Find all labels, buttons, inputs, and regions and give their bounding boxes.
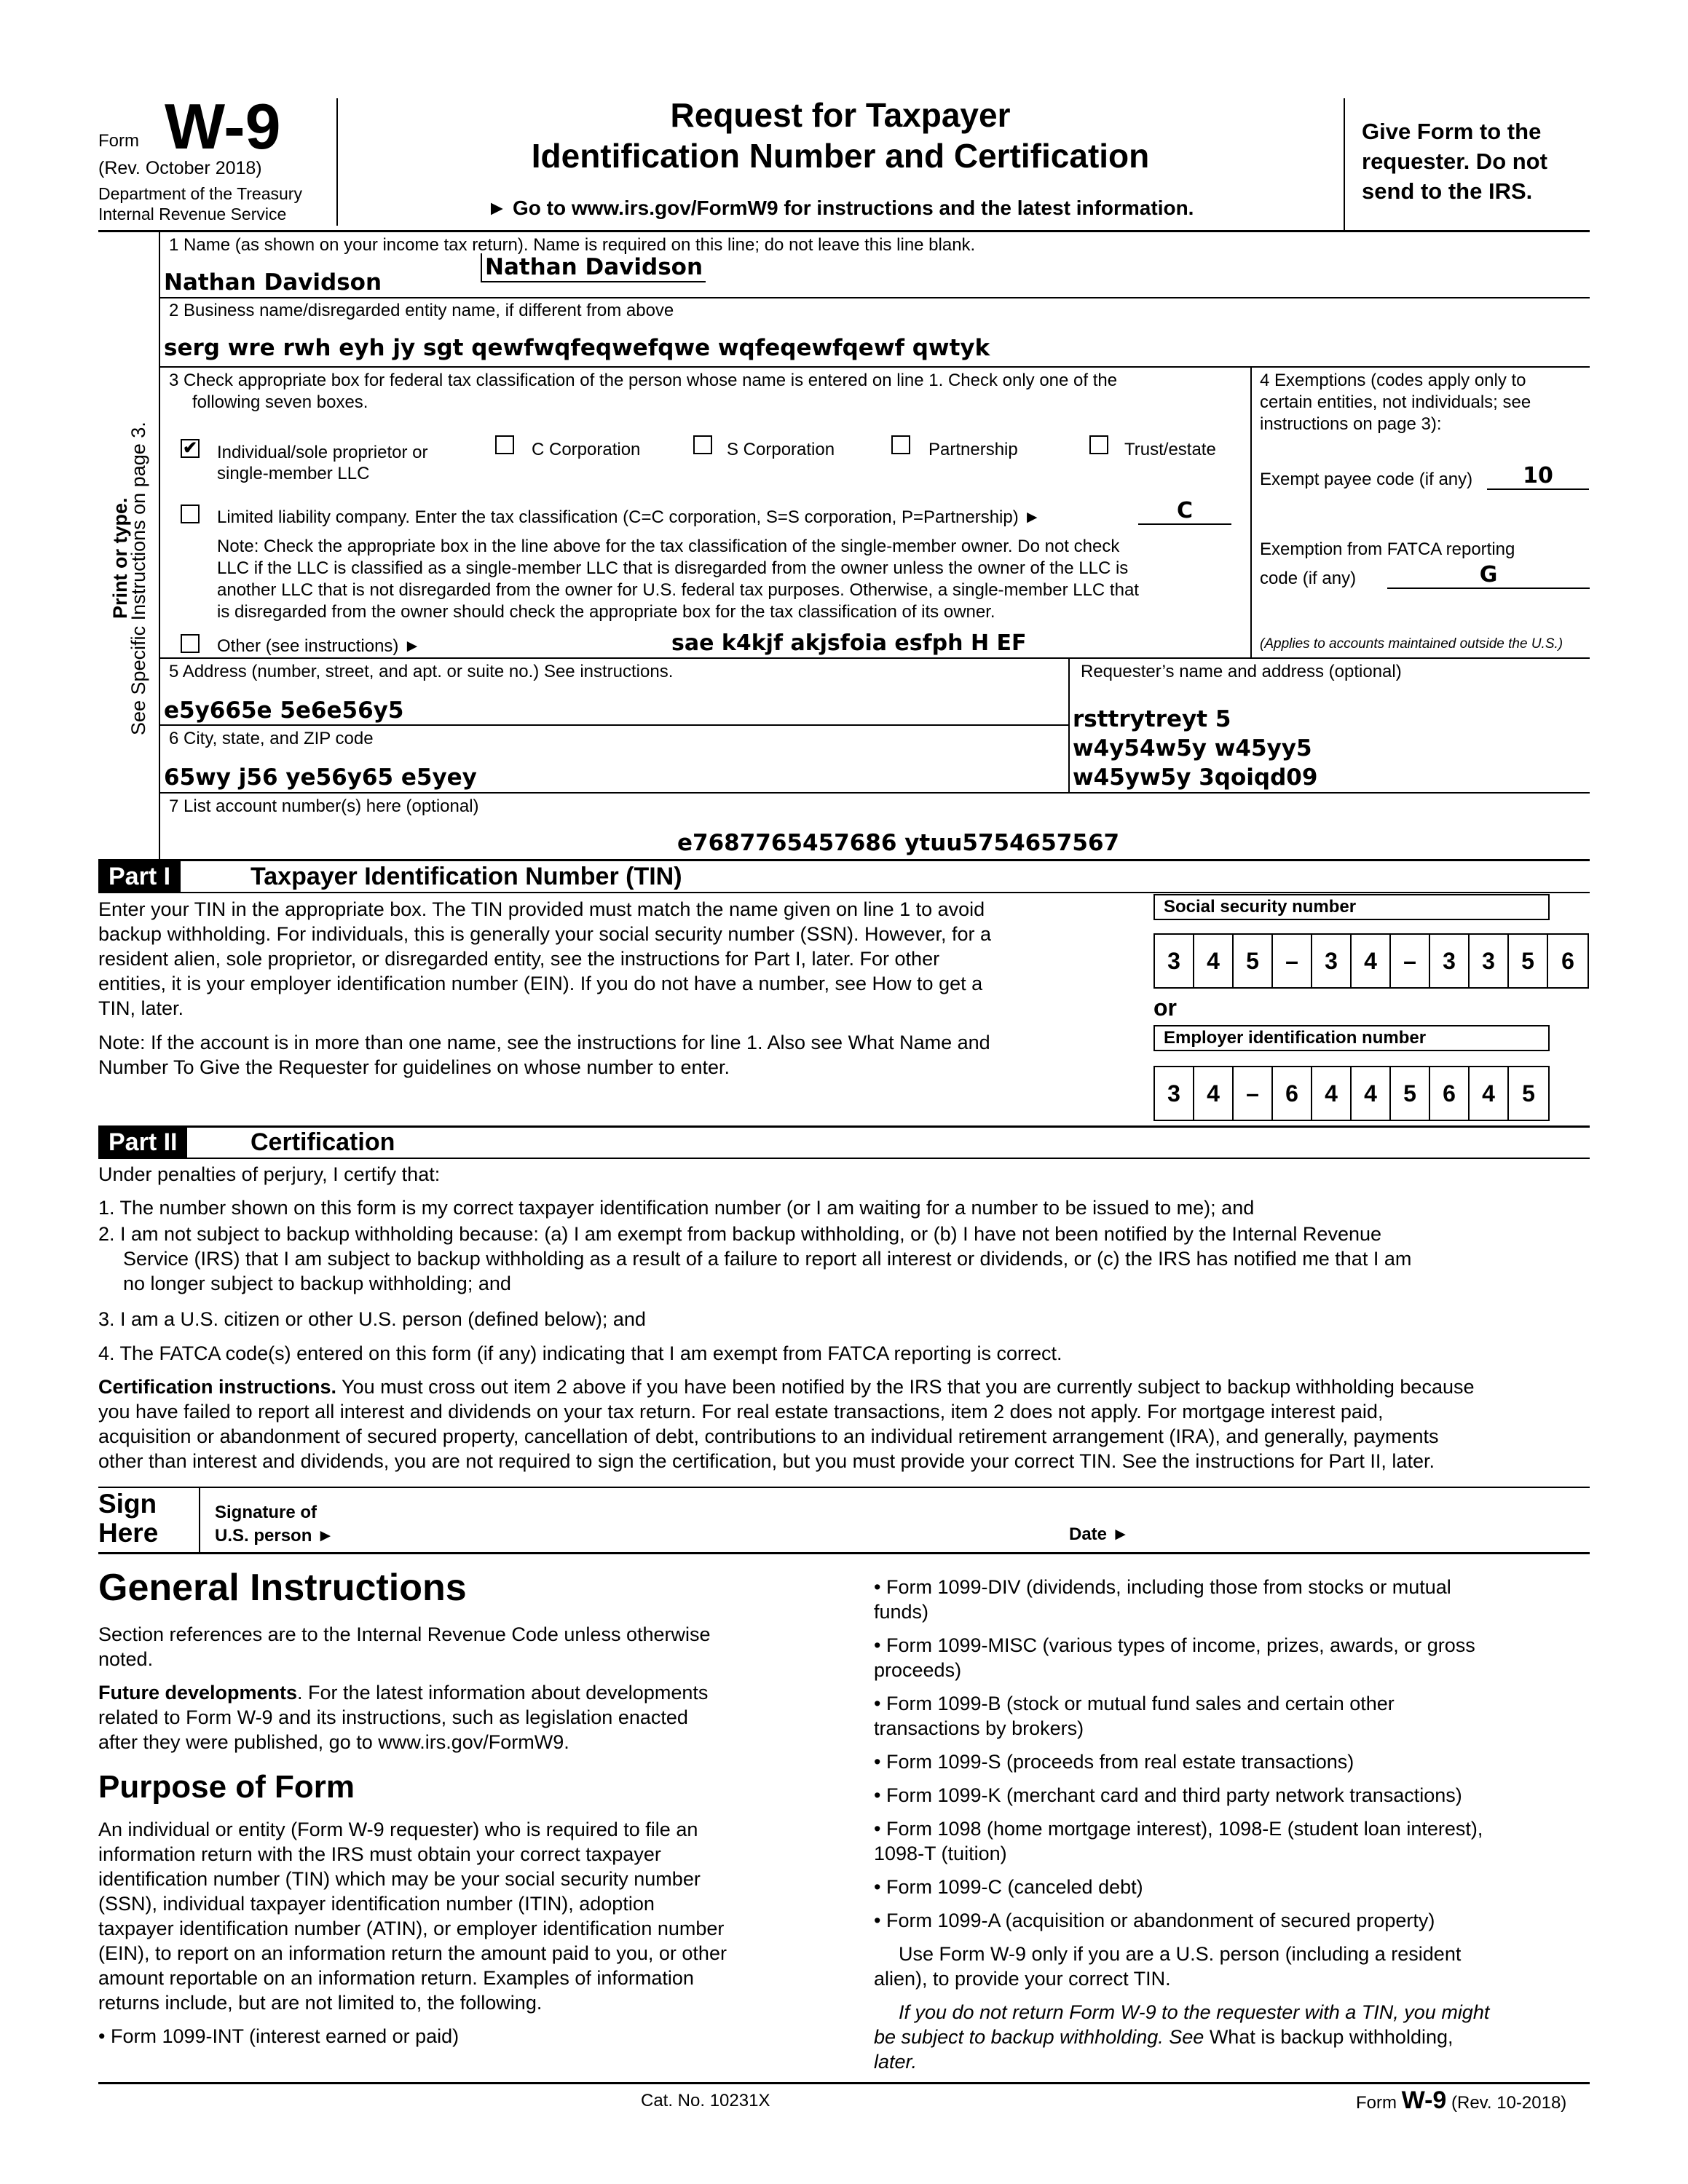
ssn-digit[interactable]: 6 bbox=[1561, 948, 1574, 974]
ein-digit[interactable]: 4 bbox=[1194, 1067, 1234, 1120]
or-label: or bbox=[1153, 994, 1177, 1021]
address-field[interactable]: e5y665e 5e6e56y5 bbox=[164, 697, 404, 724]
part2-title: Certification bbox=[251, 1128, 395, 1156]
general-instructions-heading: General Instructions bbox=[98, 1567, 467, 1609]
form-title-line2: Identification Number and Certification bbox=[531, 137, 1150, 175]
certification-intro: Under penalties of perjury, I certify that: bbox=[98, 1163, 441, 1185]
ssn-digit[interactable]: 3 bbox=[1312, 935, 1352, 987]
line3-label: 3 Check appropriate box for federal tax classification of the person whose name is entered on line 1. Check only one of the bbox=[169, 371, 1118, 390]
ein-digit[interactable]: 4 bbox=[1470, 1067, 1509, 1120]
ssn-separator: – bbox=[1391, 935, 1430, 987]
certification-item-2: 2. I am not subject to backup withholding because: (a) I am exempt from backup withholding, or (b) I have not been notified by the Internal Revenue Service (IRS) that I am subject to backup withholding as a result of a failure to report all interest or dividends, or (c) the IRS has notified me that I am no longer subject to backup withholding; and bbox=[98, 1223, 1412, 1294]
fatca-label: Exemption from FATCA reporting bbox=[1260, 539, 1515, 559]
line5-label: 5 Address (number, street, and apt. or suite no.) See instructions. bbox=[169, 662, 674, 681]
line1-label: 1 Name (as shown on your income tax return). Name is required on this line; do not leave this line blank. bbox=[169, 235, 976, 255]
department: Department of the Treasury bbox=[98, 184, 302, 203]
exempt-payee-label: Exempt payee code (if any) bbox=[1260, 470, 1473, 489]
irs-link-instructions[interactable]: ► Go to www.irs.gov/FormW9 for instructions and the latest information. bbox=[486, 197, 1194, 219]
individual-checkbox[interactable]: ✔ bbox=[181, 439, 200, 458]
ein-digit[interactable]: 5 bbox=[1522, 1080, 1535, 1107]
ssn-separator: – bbox=[1273, 935, 1312, 987]
partnership-checkbox[interactable] bbox=[891, 435, 910, 454]
trust-checkbox[interactable] bbox=[1089, 435, 1108, 454]
part1-tag: Part I bbox=[98, 861, 181, 892]
catalog-number: Cat. No. 10231X bbox=[641, 2091, 770, 2110]
purpose-of-form-text: An individual or entity (Form W-9 requester) who is required to file an information return with the IRS must obtain your correct taxpayer identification number (TIN) which may be your social security number (SSN), individual taxpayer identification number (ITIN), adoption taxpayer identification number (ATIN), or employer identification number (EIN), to report on an information return the amount paid to you, or other amount reportable on an information return. Examples of information returns include, but are not limited to, the following. • Form 1099-INT (interest earned or paid) bbox=[98, 1819, 727, 2047]
city-state-zip-field[interactable]: 65wy j56 ye56y65 e5yey bbox=[164, 764, 477, 791]
form-revision: (Rev. October 2018) bbox=[98, 158, 262, 178]
certification-instructions: Certification instructions. You must cross out item 2 above if you have been notified by the IRS that you are currently subject to backup withholding because you have failed to report all interest and dividends on your tax return. For real estate transactions, item 2 does not apply. For mortgage interest paid, acquisition or abandonment of secured property, cancellation of debt, contributions to an individual retirement arrangement (IRA), and generally, payments other than interest and dividends, you are not required to sign the certification, but you must provide your correct TIN. See the instructions for Part II, later. bbox=[98, 1376, 1475, 1472]
give-form-note: Give Form to the requester. Do not send to the IRS. bbox=[1362, 119, 1547, 204]
ein-digit[interactable]: 3 bbox=[1155, 1067, 1194, 1120]
business-name-field[interactable]: serg wre rwh eyh jy sgt qewfwqfeqwefqwe wqfeqewfqewf qwtyk bbox=[164, 335, 990, 361]
print-or-type-label: Print or type. bbox=[109, 497, 131, 619]
ein-field[interactable] bbox=[1153, 1066, 1550, 1121]
part1-note: Note: If the account is in more than one name, see the instructions for line 1. Also see What Name and Number To Give the Requester for guidelines on whose number to enter. bbox=[98, 1032, 990, 1078]
other-field[interactable]: sae k4kjf akjsfoia esfph H EF bbox=[671, 630, 1027, 656]
purpose-of-form-heading: Purpose of Form bbox=[98, 1769, 355, 1805]
c-corp-label: C Corporation bbox=[532, 440, 641, 459]
certification-item-4: 4. The FATCA code(s) entered on this form (if any) indicating that I am exempt from FATCA reporting is correct. bbox=[98, 1342, 1062, 1364]
ssn-digit[interactable]: 5 bbox=[1234, 935, 1273, 987]
s-corp-checkbox[interactable] bbox=[693, 435, 712, 454]
ein-digit[interactable]: 4 bbox=[1352, 1067, 1391, 1120]
ein-digit[interactable]: 6 bbox=[1430, 1067, 1470, 1120]
llc-classification-field[interactable]: C bbox=[1138, 498, 1231, 525]
ein-digit[interactable]: 4 bbox=[1312, 1067, 1352, 1120]
ein-label: Employer identification number bbox=[1153, 1025, 1550, 1051]
certification-item-1: 1. The number shown on this form is my correct taxpayer identification number (or I am waiting for a number to be issued to me); and bbox=[98, 1197, 1255, 1219]
ein-separator: – bbox=[1234, 1067, 1273, 1120]
form-word: Form bbox=[98, 131, 139, 151]
fatca-code-field[interactable]: G bbox=[1387, 562, 1590, 589]
footer-form-id: Form W-9 (Rev. 10-2018) bbox=[1356, 2086, 1567, 2114]
other-checkbox[interactable] bbox=[181, 634, 200, 653]
llc-label: Limited liability company. Enter the tax classification (C=C corporation, S=S corporation, P=Partnership) ► bbox=[217, 507, 1041, 527]
agency: Internal Revenue Service bbox=[98, 205, 287, 223]
requester-label: Requester’s name and address (optional) bbox=[1081, 662, 1402, 681]
date-field[interactable] bbox=[1136, 1507, 1588, 1551]
name-field[interactable]: Nathan Davidson bbox=[164, 269, 382, 296]
account-numbers-field[interactable]: e7687765457686 ytuu5754657567 bbox=[677, 830, 1120, 856]
ssn-field[interactable] bbox=[1153, 933, 1589, 989]
llc-note: Note: Check the appropriate box in the line above for the tax classification of the single-member owner. Do not check LLC if the LLC is classified as a single-member LLC that is disregarded from the owner unless the owner of the LLC is another LLC that is not disregarded from the owner for U.S. federal tax purposes. Otherwise, a single-member LLC that is disregarded from the owner should check the appropriate box for the tax classification of its owner. bbox=[217, 537, 1139, 622]
individual-label: Individual/sole proprietor or bbox=[217, 443, 428, 462]
c-corp-checkbox[interactable] bbox=[495, 435, 514, 454]
part2-tag: Part II bbox=[98, 1127, 187, 1158]
line6-label: 6 City, state, and ZIP code bbox=[169, 729, 374, 748]
signature-field[interactable] bbox=[233, 1491, 1063, 1552]
part1-title: Taxpayer Identification Number (TIN) bbox=[251, 863, 682, 890]
ssn-label: Social security number bbox=[1153, 894, 1550, 920]
general-instructions-right: • Form 1099-DIV (dividends, including those from stocks or mutual funds) • Form 1099-MISC (various types of income, prizes, awards, or gross proceeds) • Form 1099-B (stock or mutual fund sales and certain other transactions by brokers) • Form 1099-S (proceeds from real estate transactions) • Form 1099-K (merchant card and third party network transactions) • Form 1098 (home mortgage interest), 1098-E (student loan interest), 1098-T (tuition) • Form 1099-C (canceled debt) • Form 1099-A (acquisition or abandonment of secured property) Use Form W-9 only if you are a U.S. person (including a resident alien), to provide your correct TIN. If you do not return Form W-9 to the requester with a TIN, you might be subject to backup withholding. See What is backup withholding, later. bbox=[874, 1576, 1490, 2073]
other-label: Other (see instructions) ► bbox=[217, 636, 421, 656]
requester-field[interactable]: rsttrytreyt 5 w4y54w5y w45yy5 w45yw5y 3qoiqd09 bbox=[1073, 706, 1318, 791]
partnership-label: Partnership bbox=[928, 440, 1018, 459]
fatca-applies-note: (Applies to accounts maintained outside the U.S.) bbox=[1260, 636, 1563, 652]
ssn-digit[interactable]: 3 bbox=[1155, 935, 1194, 987]
llc-checkbox[interactable] bbox=[181, 505, 200, 523]
exemptions-label: 4 Exemptions (codes apply only to certain entities, not individuals; see instructions on page 3): bbox=[1260, 371, 1531, 434]
line3-label-cont: following seven boxes. bbox=[192, 392, 368, 412]
ein-digit[interactable]: 6 bbox=[1273, 1067, 1312, 1120]
trust-label: Trust/estate bbox=[1124, 440, 1216, 459]
ssn-digit[interactable]: 3 bbox=[1470, 935, 1509, 987]
form-name: W-9 bbox=[165, 90, 281, 162]
part1-instructions: Enter your TIN in the appropriate box. The TIN provided must match the name given on line 1 to avoid backup withholding. For individuals, this is generally your social security number (SSN). However, for a resident alien, sole proprietor, or disregarded entity, see the instructions for Part I, later. For other entities, it is your employer identification number (EIN). If you do not have a number, see How to get a TIN, later. bbox=[98, 898, 992, 1019]
name-autocomplete-overlay[interactable]: Nathan Davidson bbox=[481, 253, 706, 282]
general-instructions-left: Section references are to the Internal Revenue Code unless otherwise noted. Future developments. For the latest information about developments related to Form W-9 and its instructions, such as legislation enacted after they were published, go to www.irs.gov/FormW9. bbox=[98, 1623, 711, 1753]
ssn-digit[interactable]: 4 bbox=[1194, 935, 1234, 987]
specific-instructions-label: See Specific Instructions on page 3. bbox=[127, 422, 149, 735]
line7-label: 7 List account number(s) here (optional) bbox=[169, 796, 479, 816]
form-title-line1: Request for Taxpayer bbox=[670, 96, 1011, 134]
exempt-payee-field[interactable]: 10 bbox=[1487, 463, 1589, 490]
certification-item-3: 3. I am a U.S. citizen or other U.S. person (defined below); and bbox=[98, 1308, 646, 1330]
fatca-label-cont: code (if any) bbox=[1260, 569, 1357, 588]
signature-label: Signature of U.S. person ► bbox=[215, 1503, 334, 1546]
s-corp-label: S Corporation bbox=[727, 440, 835, 459]
ein-digit[interactable]: 5 bbox=[1391, 1067, 1430, 1120]
date-label: Date ► bbox=[1069, 1524, 1129, 1544]
ssn-digit[interactable]: 4 bbox=[1352, 935, 1391, 987]
ssn-digit[interactable]: 3 bbox=[1430, 935, 1470, 987]
sign-here-label: Sign Here bbox=[98, 1489, 159, 1548]
ssn-digit[interactable]: 5 bbox=[1509, 935, 1548, 987]
individual-label-cont: single-member LLC bbox=[217, 464, 370, 483]
line2-label: 2 Business name/disregarded entity name, if different from above bbox=[169, 301, 674, 320]
